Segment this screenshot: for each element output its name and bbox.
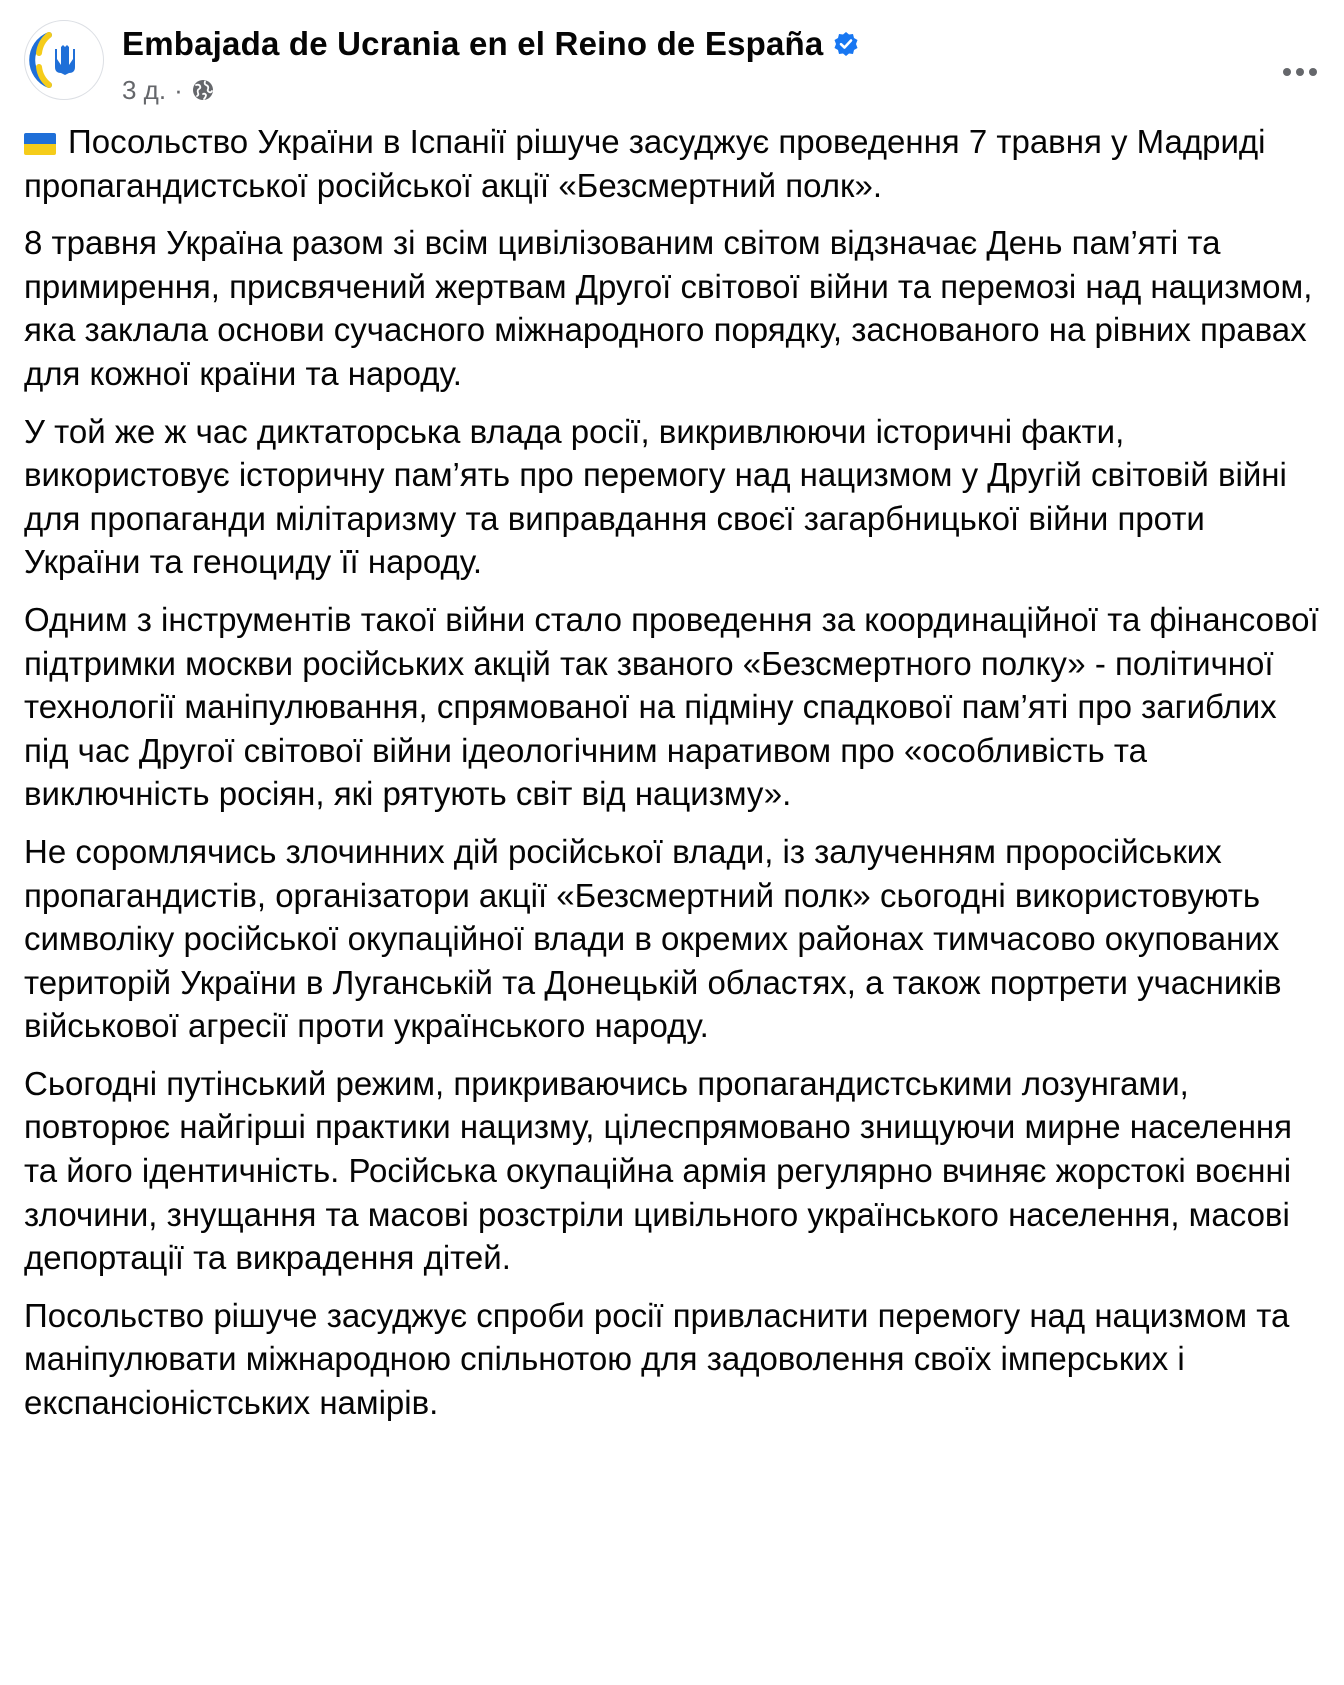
more-options-icon (1282, 67, 1318, 77)
post-paragraph-2: 8 травня Україна разом зі всім цивілізованим світом відзначає День пам’яті та примирення, присвячений жертвам Другої світової війни та перемозі над нацизмом, яка заклала основи сучасного міжнародного порядку, заснованого на рівних правах для кожної країни та народу. (24, 224, 1313, 392)
embassy-logo-icon (25, 21, 103, 99)
post-paragraph-7: Посольство рішуче засуджує спроби росії привласнити перемогу над нацизмом та маніпулювати міжнародною спільнотою для задоволення своїх імперських і експансіоністських намірів. (24, 1296, 1290, 1422)
post-timestamp[interactable]: 3 д. (122, 74, 167, 105)
page-name[interactable]: Embajada de Ucrania en el Reino de España (122, 25, 824, 62)
post-content (24, 120, 1324, 1439)
author-row (122, 22, 859, 66)
post-meta (122, 72, 215, 108)
more-options-button[interactable] (1272, 52, 1328, 92)
page-avatar[interactable] (24, 20, 104, 100)
ukraine-flag-icon (24, 133, 56, 155)
post-paragraph-6: Сьогодні путінський режим, прикриваючись пропагандистськими лозунгами, повторює найгірші практики нацизму, цілеспрямовано знищуючи мирне населення та його ідентичність. Російська окупаційна армія регулярно вчиняє жорстокі воєнні злочини, знущання та масові розстріли цивільного українського населення, масові депортації та викрадення дітей. (24, 1064, 1293, 1277)
post-paragraph-1 (24, 120, 1324, 207)
post-paragraph-4: Одним з інструментів такої війни стало проведення за координаційної та фінансової підтримки москви російських акцій так званого «Безсмертного полку» - політичної технології маніпулювання, спрямованої на підміну спадкової пам’яті про загиблих під час Другої світової війни ідеологічним наративом про «особливість та виключність росіян, які рятують світ від нацизму». (24, 600, 1319, 813)
post-paragraph-3: У той же ж час диктаторська влада росії, викривлюючи історичні факти, використовує історичну пам’ять про перемогу над нацизмом у Другій світовій війні для пропаганди мілітаризму та виправдання своєї загарбницької війни проти України та геноциду її народу. (24, 412, 1287, 581)
post-header (24, 20, 1324, 110)
paragraph-text: Посольство України в Іспанії рішуче засуджує проведення 7 травня у Мадриді пропагандистської російської акції «Безсмертний полк». (24, 123, 1266, 204)
verified-badge-icon (833, 31, 859, 57)
globe-icon[interactable] (191, 78, 215, 102)
post-paragraph-5: Не соромлячись злочинних дій російської влади, із залученням проросійських пропагандистів, організатори акції «Безсмертний полк» сьогодні використовують символіку російської окупаційної влади в окремих районах тимчасово окупованих територій України в Луганській та Донецькій областях, а також портрети учасників військової агресії проти українського народу. (24, 832, 1282, 1045)
meta-separator: · (174, 74, 183, 105)
